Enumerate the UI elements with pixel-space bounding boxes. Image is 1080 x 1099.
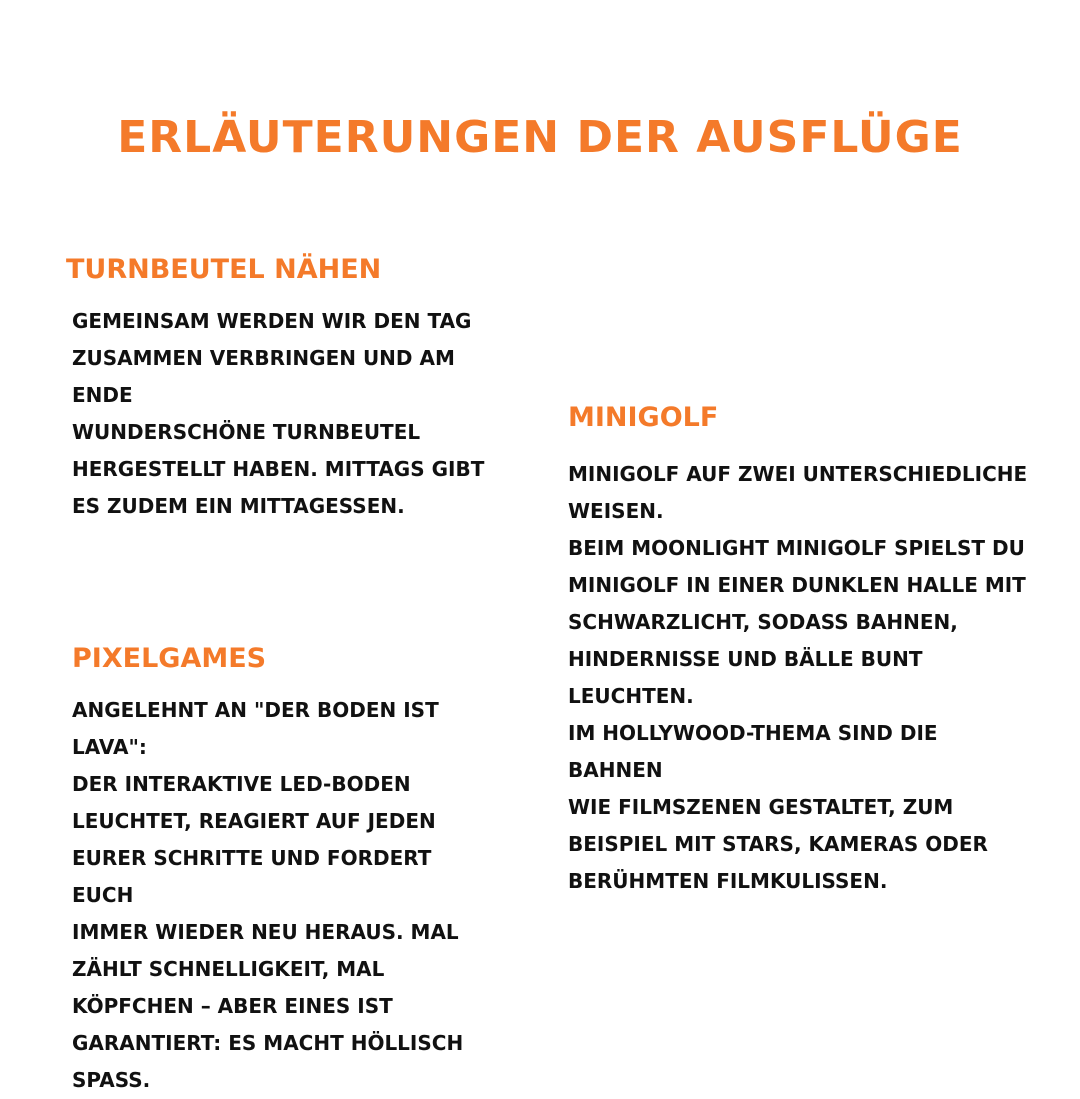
section-body-turnbeutel: GEMEINSAM WERDEN WIR DEN TAG ZUSAMMEN VERBRINGEN UND AM ENDE WUNDERSCHÖNE TURNBEUTEL HERGESTELLT HABEN. MITTAGS GIBT ES ZUDEM EIN MITTAGESSEN. — [72, 309, 485, 518]
section-body-minigolf: MINIGOLF AUF ZWEI UNTERSCHIEDLICHE WEISEN. BEIM MOONLIGHT MINIGOLF SPIELST DU MINIGOLF IN EINER DUNKLEN HALLE MIT SCHWARZLICHT, SODASS BAHNEN, HINDERNISSE UND BÄLLE BUNT LEUCHTEN. IM HOLLYWOOD-THEMA SIND DIE BAHNEN WIE FILMSZENEN GESTALTET, ZUM BEISPIEL MIT STARS, KAMERAS ODER BERÜHMTEN FILMKULISSEN. — [568, 462, 1028, 893]
section-heading-minigolf: MINIGOLF — [568, 402, 719, 433]
page-title: ERLÄUTERUNGEN DER AUSFLÜGE — [117, 112, 963, 163]
section-heading-turnbeutel: TURNBEUTEL NÄHEN — [66, 254, 382, 285]
section-heading-pixelgames: PIXELGAMES — [72, 643, 267, 674]
section-body-pixelgames: ANGELEHNT AN "DER BODEN IST LAVA": DER INTERAKTIVE LED-BODEN LEUCHTET, REAGIERT AUF JEDEN EURER SCHRITTE UND FORDERT EUCH IMMER WIEDER NEU HERAUS. MAL ZÄHLT SCHNELLIGKEIT, MAL KÖPFCHEN – ABER EINES IST GARANTIERT: ES MACHT HÖLLISCH SPASS. — [72, 698, 464, 1092]
